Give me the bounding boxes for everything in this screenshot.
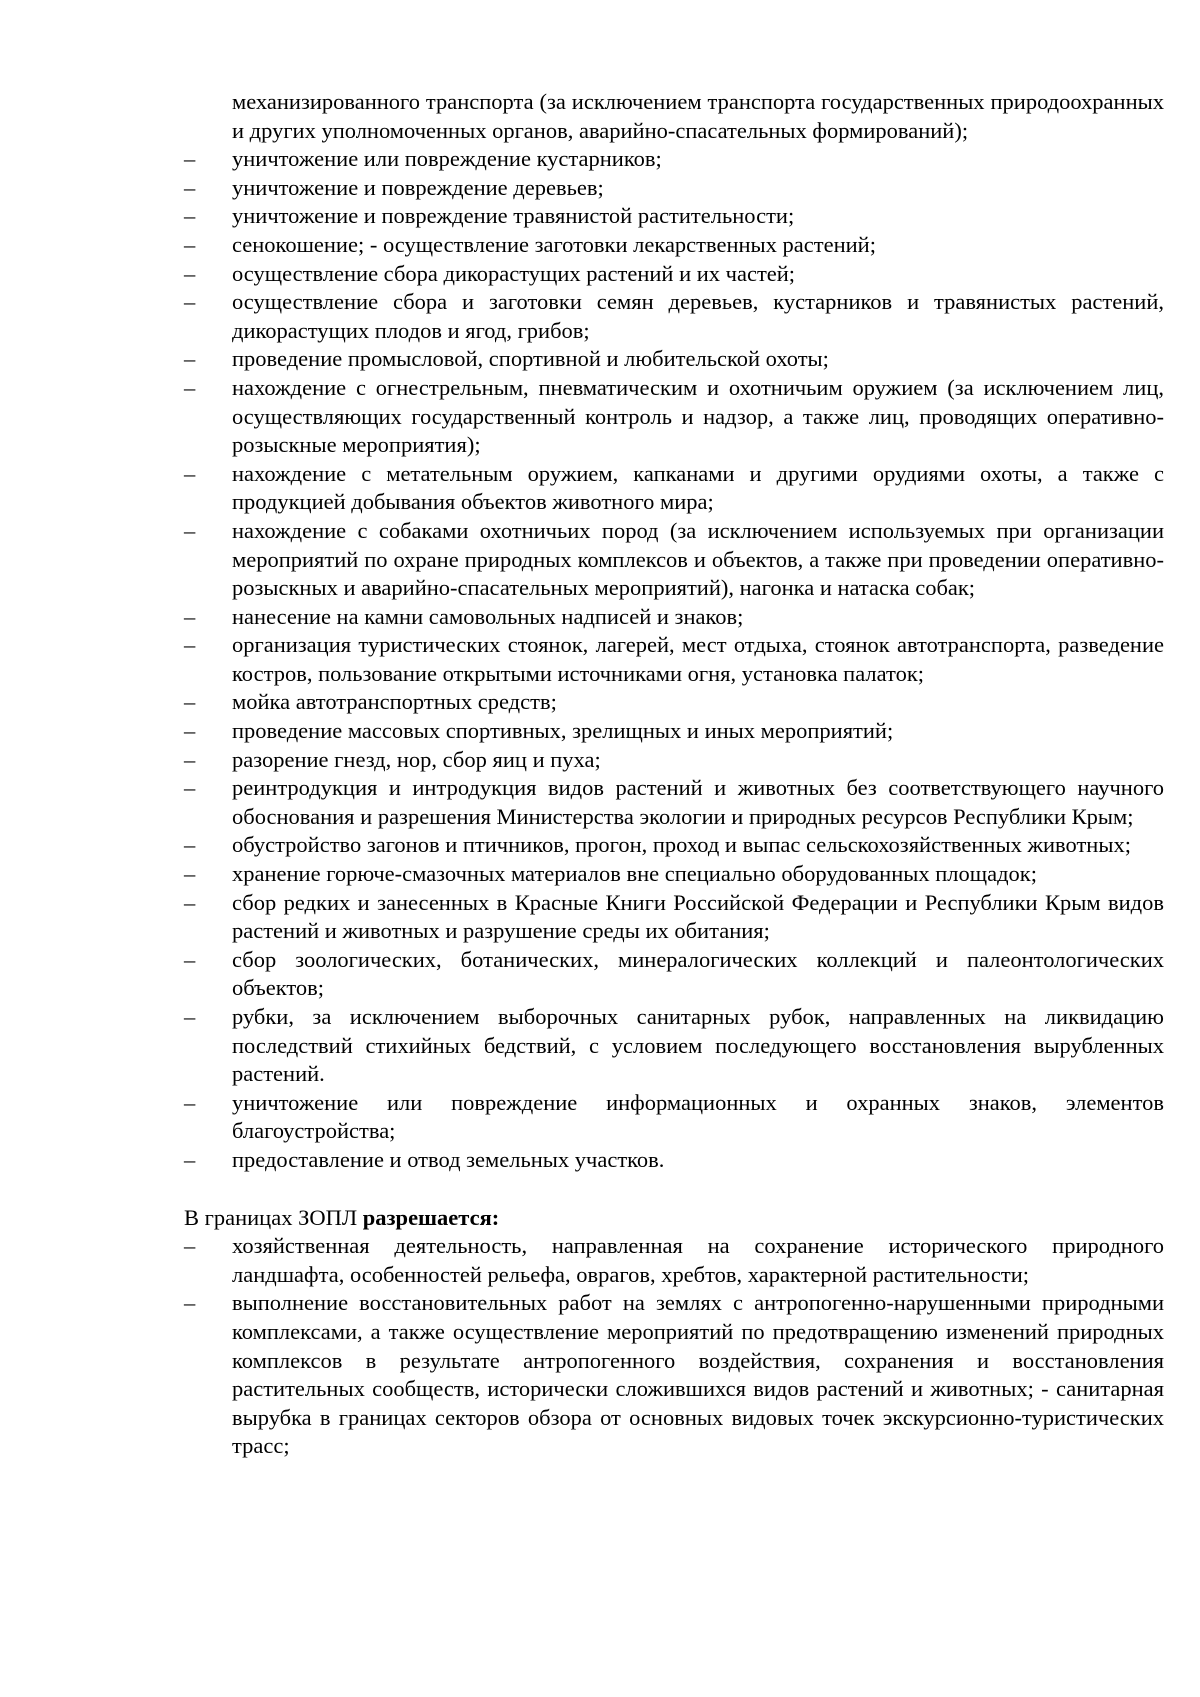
prohibited-list-item [184,631,1164,688]
document-page [184,88,1164,1461]
bullet-dash: – [184,689,196,715]
prohibited-list-item-text: уничтожение или повреждение кустарников; [232,146,662,172]
prohibited-list-item [184,231,1164,260]
prohibited-list-item [184,746,1164,775]
prohibited-list-item-text: организация туристических стоянок, лагерей, мест отдыха, стоянок автотранспорта, разведение костров, пользование открытыми источниками огня, установка палаток; [232,632,1164,686]
prohibited-list-item-text: сбор редких и занесенных в Красные Книги Российской Федерации и Республики Крым видов растений и животных и разрушение среды их обитания; [232,889,1164,944]
prohibited-list-item [184,174,1164,203]
prohibited-list-item [184,688,1164,717]
prohibited-list-item [184,717,1164,746]
prohibited-list-item [184,860,1164,889]
allowed-section-title-prefix: В границах ЗОПЛ [184,1204,363,1230]
allowed-list-item-text: хозяйственная деятельность, направленная на сохранение исторического природного ландшафта, особенностей рельефа, оврагов, хребтов, характерной растительности; [232,1233,1164,1287]
bullet-dash: – [184,1089,196,1115]
prohibited-list-item [184,374,1164,460]
bullet-dash: – [184,1290,196,1316]
bullet-dash: – [184,260,196,286]
prohibited-list-item-text: уничтожение или повреждение информационных и охранных знаков, элементов благоустройства; [232,1089,1164,1144]
prohibited-list-item-text: рубки, за исключением выборочных санитарных рубок, направленных на ликвидацию последствий стихийных бедствий, с условием последующего восстановления вырубленных растений. [232,1004,1164,1087]
prohibited-list-item-text: нахождение с огнестрельным, пневматическим и охотничьим оружием (за исключением лиц, осуществляющих государственный контроль и надзор, а также лиц, проводящих оперативно-розыскные мероприятия); [232,374,1164,458]
allowed-list-item [184,1232,1164,1289]
prohibited-activities-list [184,145,1164,1174]
prohibited-list-item [184,831,1164,860]
prohibited-list-item-text: мойка автотранспортных средств; [232,689,557,715]
bullet-dash: – [184,203,196,229]
prohibited-list-item [184,145,1164,174]
prohibited-list-item-text: сбор зоологических, ботанических, минералогических коллекций и палеонтологических объектов; [232,946,1164,1001]
prohibited-list-item-text: осуществление сбора дикорастущих растений и их частей; [232,260,796,286]
prohibited-list-item [184,603,1164,632]
prohibited-list-item [184,1003,1164,1089]
bullet-dash: – [184,861,196,887]
bullet-dash: – [184,231,196,257]
bullet-dash: – [184,174,196,200]
allowed-activities-list [184,1232,1164,1461]
bullet-dash: – [184,517,196,543]
bullet-dash: – [184,1146,196,1172]
prohibited-list-item [184,260,1164,289]
bullet-dash: – [184,1004,196,1029]
prohibited-list-item-text: проведение массовых спортивных, зрелищных и иных мероприятий; [232,718,894,744]
prohibited-list-item-text: проведение промысловой, спортивной и любительской охоты; [232,346,829,372]
prohibited-list-item [184,460,1164,517]
prohibited-list-item-text: реинтродукция и интродукция видов растений и животных без соответствующего научного обоснования и разрешения Министерства экологии и природных ресурсов Республики Крым; [232,775,1164,829]
bullet-dash: – [184,832,196,858]
prohibited-list-item [184,288,1164,345]
bullet-dash: – [184,146,196,172]
bullet-dash: – [184,603,196,629]
continuation-paragraph: механизированного транспорта (за исключением транспорта государственных природоохранных и других уполномоченных органов, аварийно-спасательных формирований); [232,89,1164,143]
bullet-dash: – [184,718,196,744]
prohibited-list-item [184,202,1164,231]
prohibited-list-item [184,889,1164,946]
prohibited-list-item-text: уничтожение и повреждение травянистой растительности; [232,203,795,229]
prohibited-list-item [184,345,1164,374]
bullet-dash: – [184,889,196,915]
bullet-dash: – [184,946,196,972]
bullet-dash: – [184,632,196,658]
prohibited-list-item-text: разорение гнезд, нор, сбор яиц и пуха; [232,746,601,772]
prohibited-list-item-text: сенокошение; - осуществление заготовки лекарственных растений; [232,231,876,257]
prohibited-list-item-text: нанесение на камни самовольных надписей и знаков; [232,603,744,629]
bullet-dash: – [184,289,196,315]
prohibited-list-item-text: хранение горюче-смазочных материалов вне специально оборудованных площадок; [232,861,1037,887]
bullet-dash: – [184,346,196,372]
prohibited-list-item-text: уничтожение и повреждение деревьев; [232,174,604,200]
bullet-dash: – [184,775,196,801]
prohibited-list-item [184,517,1164,603]
allowed-list-item [184,1289,1164,1461]
allowed-section-title-bold: разрешается: [362,1204,500,1230]
bullet-dash: – [184,374,196,400]
prohibited-list-item-text: предоставление и отвод земельных участков. [232,1146,665,1172]
prohibited-list-item-text: нахождение с метательным оружием, капканами и другими орудиями охоты, а также с продукцией добывания объектов животного мира; [232,460,1164,515]
bullet-dash: – [184,1233,196,1259]
prohibited-list-item [184,774,1164,831]
prohibited-list-item [184,1146,1164,1175]
prohibited-list-item [184,946,1164,1003]
bullet-dash: – [184,460,196,486]
bullet-dash: – [184,746,196,772]
prohibited-list-item-text: осуществление сбора и заготовки семян деревьев, кустарников и травянистых растений, дикорастущих плодов и ягод, грибов; [232,289,1164,343]
prohibited-list-item [184,1089,1164,1146]
allowed-list-item-text: выполнение восстановительных работ на землях с антропогенно-нарушенными природными комплексами, а также осуществление мероприятий по предотвращению изменений природных комплексов в результате антропогенного воздействия, сохранения и восстановления растительных сообществ, исторически сложившихся видов растений и животных; - санитарная вырубка в границах секторов обзора от основных видовых точек экскурсионно-туристических трасс; [232,1290,1164,1459]
prohibited-list-item-text: нахождение с собаками охотничьих пород (за исключением используемых при организации мероприятий по охране природных комплексов и объектов, а также при проведении оперативно-розыскных и аварийно-спасательных мероприятий), нагонка и натаска собак; [232,517,1164,601]
prohibited-list-item-text: обустройство загонов и птичников, прогон, проход и выпас сельскохозяйственных животных; [232,832,1131,858]
allowed-section-title [184,1204,1164,1233]
